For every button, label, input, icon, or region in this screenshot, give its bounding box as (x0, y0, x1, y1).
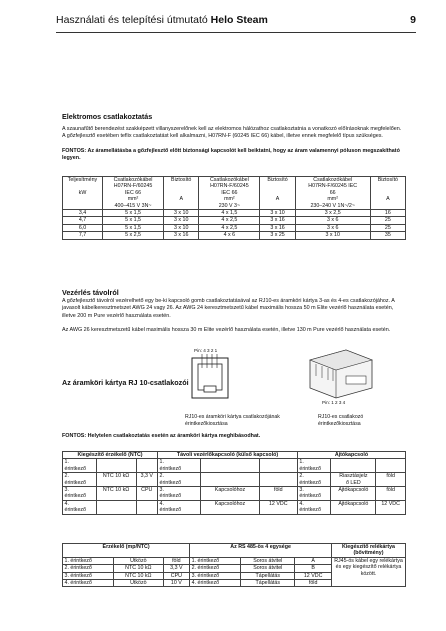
cell: 3 x 2,5 (295, 210, 370, 217)
cell (201, 473, 259, 487)
cell: 4 x 1,5 (199, 210, 260, 217)
power-table-row (63, 210, 406, 217)
cell: 4. érintkező (158, 500, 201, 514)
power-table-header-row (63, 177, 406, 210)
rj10-plug-icon (300, 346, 380, 400)
pin-label-bottom: Pin: 1 2 3 4 (322, 400, 346, 405)
cell: 3 x 25 (260, 232, 295, 239)
cell: 1. érintkező (63, 557, 114, 564)
t3-row (63, 557, 406, 564)
cell: 3,4 (63, 210, 103, 217)
cell (259, 459, 297, 473)
cell: 3,3 V (136, 473, 158, 487)
cell: 3 x 16 (260, 217, 295, 224)
cell: 12 VDC (259, 500, 297, 514)
cell (136, 500, 158, 514)
cell: 2. érintkező (190, 565, 241, 572)
cell: 3 x 10 (164, 217, 199, 224)
cell: 4. érintkező (190, 580, 241, 587)
cell: 4. érintkező (63, 500, 97, 514)
t2-row (63, 500, 406, 514)
cell: 4. érintkező (297, 500, 331, 514)
cell: 2. érintkező (158, 473, 201, 487)
cell: 6,0 (63, 224, 103, 231)
cell: 7,7 (63, 232, 103, 239)
cell: 1. érintkező (63, 459, 97, 473)
cell: 3 x 10 (164, 224, 199, 231)
cell: föld (376, 473, 406, 487)
rj10-socket-figure (150, 348, 260, 410)
t3-header-relay: Kiegészítő relékártya (bővítmény) (332, 544, 406, 558)
important-note: FONTOS: Helytelen csatlakoztatás esetén az áramköri kártya meghibásodhat. (62, 433, 261, 439)
header-title (56, 14, 268, 26)
power-table-row (63, 217, 406, 224)
cell: 4,7 (63, 217, 103, 224)
rj10-socket-icon (150, 354, 260, 416)
page-number: 9 (410, 14, 416, 26)
cell: föld (163, 557, 190, 564)
cell: 3,3 V (163, 565, 190, 572)
header-title-product: Helo Steam (210, 14, 268, 26)
rj10-plug-figure (300, 346, 380, 408)
cell: 5 x 2,5 (103, 232, 164, 239)
pin-label-top: Pin: 4 3 2 1 (194, 348, 218, 353)
power-cable-table (62, 176, 406, 240)
relay-note: RJ45-ös kábel egy relékártya és egy kiegészítő relékártya között. (332, 557, 406, 587)
electric-warning: FONTOS: Az áramellátásba a gőzfejlesztő előtt biztonsági kapcsolót kell beiktatni, hogy az áram valamennyi póluson megszakítható legyen. (62, 148, 400, 162)
t2-header-ntc: Kiegészítő érzékelő (NTC) (63, 452, 158, 459)
cell: 1. érintkező (158, 459, 201, 473)
cell: Ajtókapcsoló (331, 500, 376, 514)
cell: 10 V (163, 580, 190, 587)
cell: A (295, 557, 332, 564)
cell: 3. érintkező (63, 487, 97, 501)
t2-row (63, 459, 406, 473)
cell: 3 x 10 (260, 210, 295, 217)
cell: 4 x 6 (199, 232, 260, 239)
power-table-row (63, 232, 406, 239)
cell: 1. érintkező (190, 557, 241, 564)
cell: 4 x 2,5 (199, 217, 260, 224)
cell: Kapcsolóhoz (201, 487, 259, 501)
cell: 16 (370, 210, 405, 217)
cell (259, 473, 297, 487)
cell: Soros átvitel (241, 557, 295, 564)
power-table-header-cell: Biztosító A (370, 177, 405, 210)
cell: Útközö (114, 557, 163, 564)
power-table-row (63, 224, 406, 231)
cell: 12 VDC (295, 572, 332, 579)
cell (96, 459, 136, 473)
cell: NTC 10 kΩ (96, 473, 136, 487)
cell: 5 x 1,5 (103, 210, 164, 217)
t2-header-row (63, 452, 406, 459)
cell: 25 (370, 217, 405, 224)
t2-header-door: Ajtókapcsoló (297, 452, 405, 459)
cell: 3 x 6 (295, 217, 370, 224)
electric-section-title: Elektromos csatlakoztatás (62, 112, 153, 121)
cell: 3. érintkező (63, 572, 114, 579)
cell: 2. érintkező (63, 473, 97, 487)
cell: 5 x 1,5 (103, 217, 164, 224)
header-divider (56, 32, 416, 33)
cell: Tápellátás (241, 572, 295, 579)
cell (331, 459, 376, 473)
cell: NTC 10 kΩ (114, 572, 163, 579)
power-table-header-cell: Csatlakozókábel H07RN-F/60245 IEC 66 mm² 400–415 V 3N~ (103, 177, 164, 210)
remote-paragraph: A gőzfejlesztő távolról vezérelhető egy be-ki kapcsoló gomb csatlakoztatásával az RJ10-es áramköri kártya 3-as és 4-es csatlakozójához. A javasolt kábelkeresztmetszet AWG 24 vagy 26. Az AWG 24 keresztmetszetű kábel maximális hossza 50 m Elite vezérlő használata esetén, illetve 200 m Pure vezérlő használata esetén. (62, 298, 395, 319)
cell: 3. érintkező (190, 572, 241, 579)
cell (136, 459, 158, 473)
sensor-switch-table (62, 451, 406, 515)
cell: 3 x 16 (260, 224, 295, 231)
cell: 3 x 10 (295, 232, 370, 239)
cell: Útközö (114, 580, 163, 587)
cell: 3. érintkező (297, 487, 331, 501)
page-header (56, 14, 416, 30)
cell: 1. érintkező (297, 459, 331, 473)
power-table-header-cell: Biztosító A (164, 177, 199, 210)
rj10-plug-caption: RJ10-es csatlakozó érintkezőkiosztása (318, 414, 364, 427)
power-table-header-cell: Biztosító A (260, 177, 295, 210)
header-title-plain: Használati és telepítési útmutató (56, 14, 211, 26)
cell: Riasztásjelz ő LED (331, 473, 376, 487)
remote-section-title: Vezérlés távolról (62, 288, 119, 297)
cell: NTC 10 kΩ (96, 487, 136, 501)
t2-header-remote: Távoli vezérlőkapcsoló (külső kapcsoló) (158, 452, 298, 459)
power-table-header-cell: Csatlakozókábel H07RN-F/60245 IEC 66 mm² 230 V 3~ (199, 177, 260, 210)
cell: NTC 10 kΩ (114, 565, 163, 572)
cell: B (295, 565, 332, 572)
cell: 3 x 10 (164, 210, 199, 217)
sensor-rs485-table (62, 543, 406, 587)
t3-header-rs485: Az RS 485-ös 4 egysége (190, 544, 332, 558)
cell (96, 500, 136, 514)
cell: 3 x 16 (164, 232, 199, 239)
cell: Soros átvitel (241, 565, 295, 572)
cell: 5 x 1,5 (103, 224, 164, 231)
cell: 4 x 2,5 (199, 224, 260, 231)
cell: 2. érintkező (63, 565, 114, 572)
cell: 2. érintkező (297, 473, 331, 487)
cell: Tápellátás (241, 580, 295, 587)
electric-paragraph: A szaunafűtő berendezést szakképzett villanyszerelőnek kell az elektromos hálózathoz csatlakoztatnia a vonatkozó előírásoknak megfelelően. A gőzfejlesztő esetében teflix csatlakoztatást kell alkalmazni, H07RN-F (60245 IEC 66) kábel, illetve ennek megfelelő típus szükséges. (62, 126, 402, 140)
cell: 4. érintkező (63, 580, 114, 587)
rj10-socket-caption: RJ10-es áramköri kártya csatlakozójának érintkezőkiosztása (185, 414, 280, 427)
t2-row (63, 487, 406, 501)
power-table-header-cell: Csatlakozókábel H07RN-F/60245 IEC 66 mm² 230–240 V 1N~/2~ (295, 177, 370, 210)
t3-header-row (63, 544, 406, 558)
cell: föld (376, 487, 406, 501)
cell (376, 459, 406, 473)
t2-row (63, 473, 406, 487)
rj10-section-title: Az áramköri kártya RJ 10-csatlakozói (62, 378, 189, 387)
cell: 25 (370, 224, 405, 231)
t3-header-sensor: Érzékelő (mp/NTC) (63, 544, 190, 558)
cell: 3 x 6 (295, 224, 370, 231)
cell: föld (295, 580, 332, 587)
power-table-header-cell: Teljesítmény kW (63, 177, 103, 210)
remote-paragraph-2: Az AWG 26 keresztmetszetű kábel maximális hossza 30 m Elite vezérlő használata esetén, illetve 130 m Pure vezérlő használata esetén. (62, 327, 391, 333)
cell (201, 459, 259, 473)
cell: Ajtókapcsoló (331, 487, 376, 501)
cell: 35 (370, 232, 405, 239)
cell: CPU (136, 487, 158, 501)
cell: Kapcsolóhoz (201, 500, 259, 514)
cell: CPU (163, 572, 190, 579)
cell: 12 VDC (376, 500, 406, 514)
cell: 3. érintkező (158, 487, 201, 501)
cell: föld (259, 487, 297, 501)
